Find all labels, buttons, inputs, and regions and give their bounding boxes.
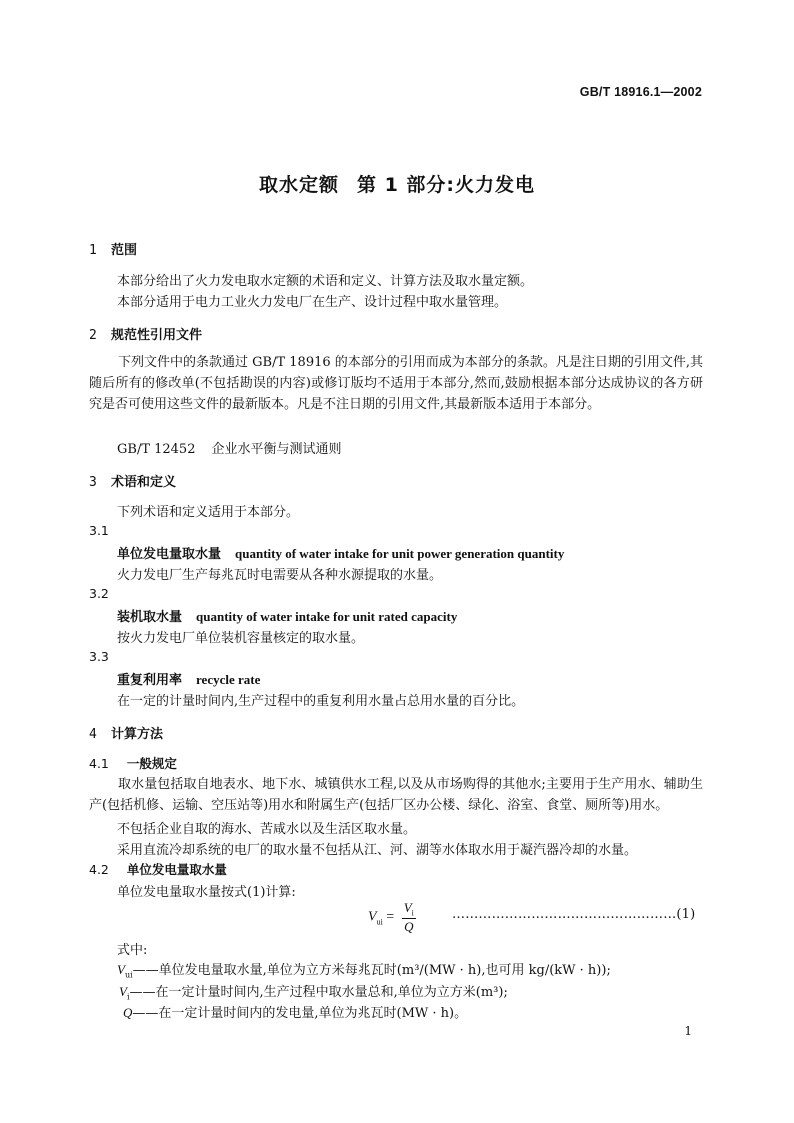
subsection-title: 单位发电量取水量 (126, 862, 227, 877)
term-3-3 (117, 669, 260, 688)
subsection-4-1-heading (89, 754, 177, 772)
term-english: quantity of water intake for unit power generation quantity (235, 546, 565, 561)
variable-subscript: ui (124, 970, 133, 980)
formula-equals: = (382, 909, 398, 925)
term-3-3-definition: 在一定的计量时间内,生产过程中的重复利用水量占总用水量的百分比。 (117, 694, 525, 709)
term-3-2-definition: 按火力发电厂单位装机容量核定的取水量。 (117, 631, 365, 646)
term-chinese: 单位发电量取水量 (117, 547, 222, 562)
variable-subscript: i (126, 992, 130, 1002)
term-3-3-number: 3.3 (89, 649, 109, 664)
numerator-symbol: V (403, 900, 412, 915)
term-3-2-number: 3.2 (89, 586, 109, 601)
page-number: 1 (684, 1024, 692, 1038)
reference-code: GB/T 12452 (117, 442, 196, 457)
section-number: 2 (89, 328, 97, 343)
term-3-1-number: 3.1 (89, 523, 109, 538)
section-title: 计算方法 (111, 727, 164, 742)
subsection-number: 4.1 (89, 756, 109, 771)
section-3-heading (89, 471, 176, 490)
numerator-subscript: i (411, 908, 414, 918)
term-english: quantity of water intake for unit rated capacity (196, 609, 458, 624)
term-chinese: 重复利用率 (117, 673, 183, 688)
section-1-heading (89, 239, 137, 258)
subsection-number: 4.2 (89, 862, 109, 877)
reference-item (117, 438, 342, 457)
section-title: 范围 (111, 243, 138, 258)
variable-definition-q (123, 1002, 467, 1021)
page-title (0, 170, 794, 197)
general-rules-paragraph-1: 取水量包括取自地表水、地下水、城镇供水工程,以及从市场购得的其他水;主要用于生产用水、辅助生产(包括机修、运输、空压站等)用水和附属生产(包括厂区办公楼、绿化、浴室、食堂、厕所等)用水。 (89, 777, 703, 813)
normative-references-paragraph: 下列文件中的条款通过 GB/T 18916 的本部分的引用而成为本部分的条款。凡是注日期的引用文件,其随后所有的修改单(不包括勘误的内容)或修订版均不适用于本部分,然而,鼓励根据本部分达成协议的各方研究是否可使用这些文件的最新版本。凡是不注日期的引用文件,其最新版本适用于本部分。 (89, 355, 703, 412)
term-english: recycle rate (196, 672, 261, 687)
formula-denominator: Q (404, 918, 414, 934)
formula-intro: 单位发电量取水量按式(1)计算: (117, 885, 296, 900)
general-rules-paragraph-2: 不包括企业自取的海水、苦咸水以及生活区取水量。 (117, 822, 417, 837)
variable-text: ——单位发电量取水量,单位为立方米每兆瓦时(m³/(MW · h),也可用 kg/(kW · h)); (132, 963, 611, 978)
section-number: 3 (89, 475, 97, 490)
section-title: 规范性引用文件 (111, 328, 203, 343)
formula-lhs-subscript: ui (376, 917, 383, 927)
title-main: 取水定额 (258, 174, 339, 196)
formula-fraction (402, 900, 416, 935)
formula-numerator (402, 900, 416, 919)
term-3-1-definition: 火力发电厂生产每兆瓦时电需要从各种水源提取的水量。 (117, 568, 443, 583)
variable-text: ——在一定计量时间内,生产过程中取水量总和,单位为立方米(m³); (129, 985, 508, 1000)
term-3-1 (117, 543, 564, 562)
variable-symbol: Q (123, 1005, 133, 1020)
variable-definition-vui (117, 959, 611, 980)
reference-title: 企业水平衡与测试通则 (211, 442, 342, 457)
section-4-heading (89, 723, 163, 742)
formula-1 (368, 900, 416, 935)
subsection-4-2-heading (89, 860, 227, 878)
term-3-2 (117, 606, 457, 625)
term-chinese: 装机取水量 (117, 610, 183, 625)
general-rules-paragraph-3: 采用直流冷却系统的电厂的取水量不包括从江、河、湖等水体取水用于凝汽器冷却的水量。 (117, 843, 638, 858)
formula-lhs: V (368, 909, 377, 925)
standard-number: GB/T 18916.1—2002 (579, 85, 702, 99)
subsection-title: 一般规定 (126, 756, 177, 771)
formula-number: ……………………………………………(1) (452, 907, 696, 922)
variable-text: ——在一定计量时间内的发电量,单位为兆瓦时(MW · h)。 (132, 1006, 468, 1021)
variable-definition-vi (119, 981, 508, 1002)
section-number: 4 (89, 727, 97, 742)
where-label: 式中: (117, 943, 148, 958)
section-number: 1 (89, 243, 97, 258)
title-part: 第 1 部分:火力发电 (356, 174, 536, 196)
terms-intro: 下列术语和定义适用于本部分。 (117, 505, 300, 520)
section-2-heading (89, 324, 202, 343)
section-title: 术语和定义 (111, 475, 177, 490)
scope-paragraph-1: 本部分给出了火力发电取水定额的术语和定义、计算方法及取水量定额。 (117, 274, 534, 289)
scope-paragraph-2: 本部分适用于电力工业火力发电厂在生产、设计过程中取水量管理。 (117, 295, 508, 310)
variable-symbol: V (117, 962, 125, 977)
variable-symbol: V (119, 984, 127, 999)
